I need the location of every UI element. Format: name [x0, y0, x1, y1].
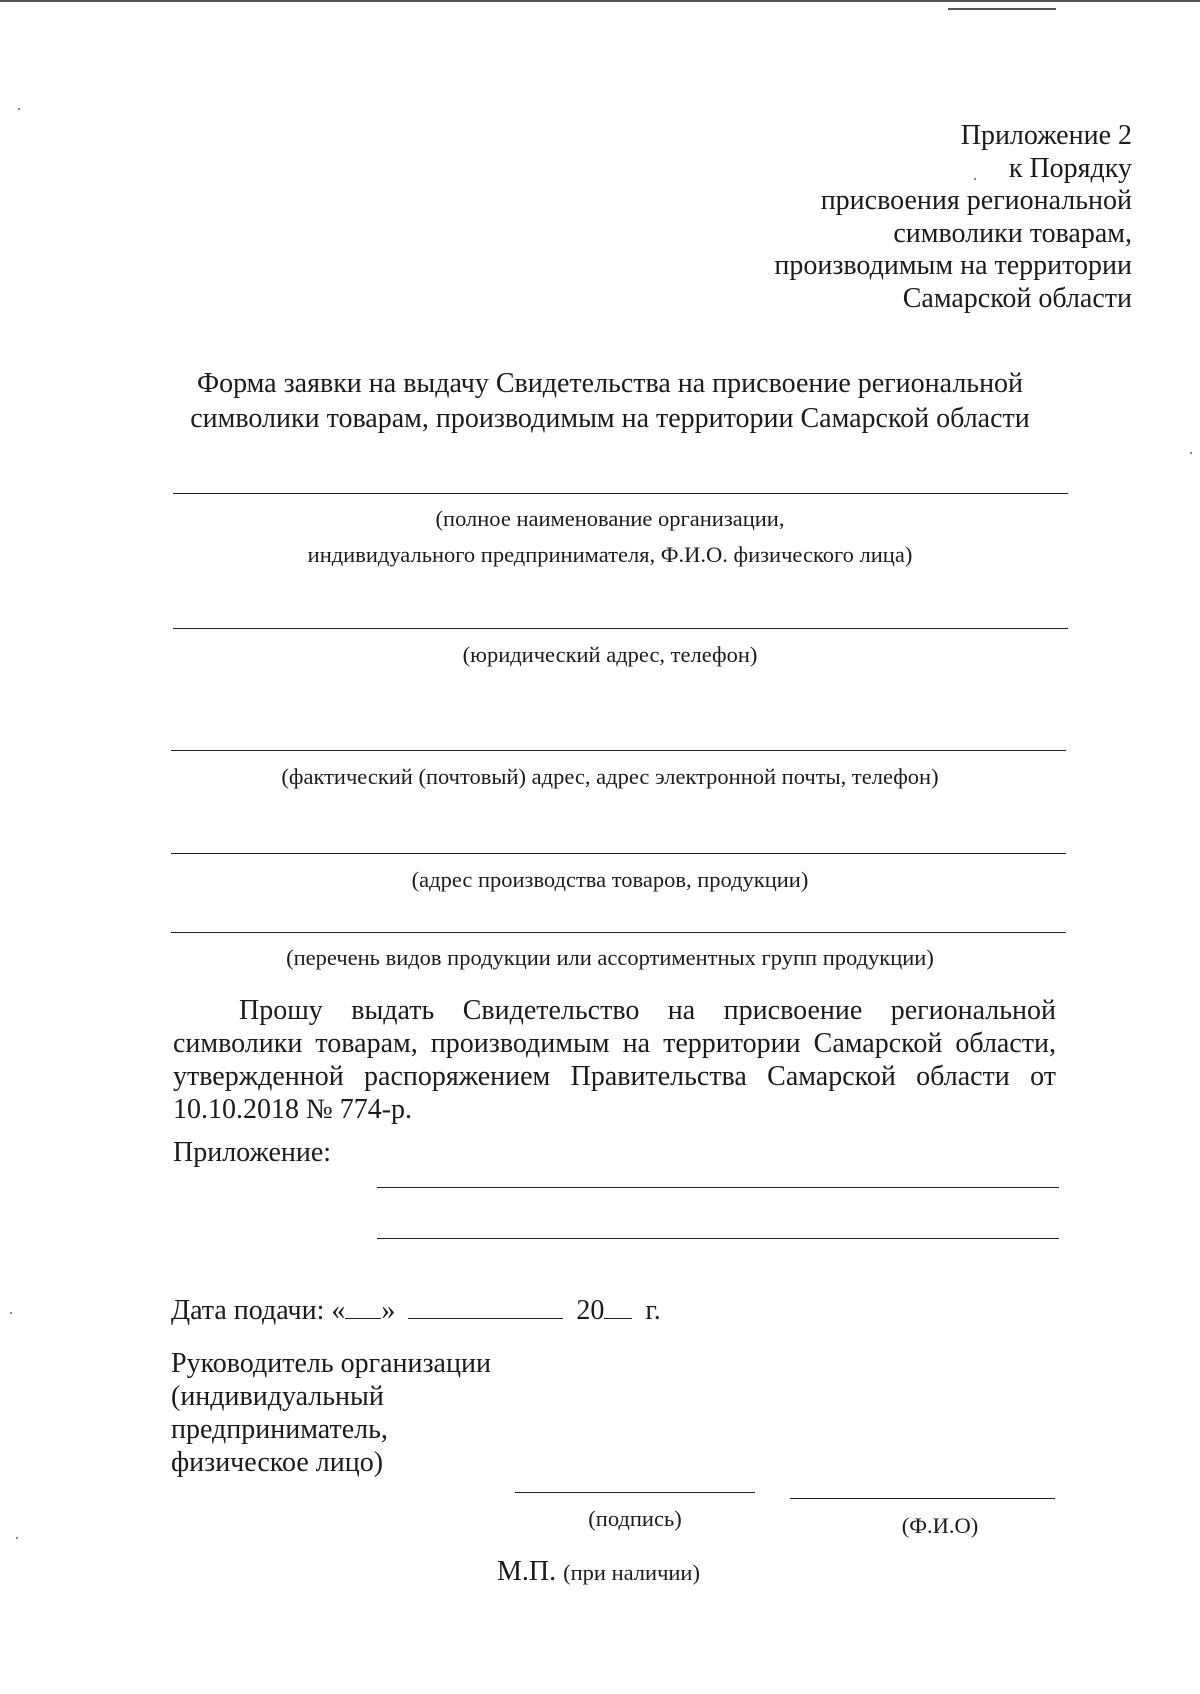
org-name-caption: индивидуального предпринимателя, Ф.И.О. физического лица): [307, 542, 913, 567]
head-line: предприниматель,: [171, 1414, 388, 1445]
scan-speck: [18, 108, 20, 110]
stamp-placeholder: [497, 1556, 700, 1589]
head-line: Руководитель организации: [171, 1348, 491, 1379]
org-name-field[interactable]: [173, 493, 1068, 494]
production-address-caption: (адрес производства товаров, продукции): [411, 867, 809, 892]
appendix-line: производимым на территории: [774, 250, 1132, 281]
product-list-field[interactable]: [171, 932, 1066, 933]
legal-address-caption: (юридический адрес, телефон): [462, 642, 758, 667]
actual-address-caption: (фактический (почтовый) адрес, адрес электронной почты, телефон): [281, 764, 939, 789]
attachment-line[interactable]: [377, 1238, 1059, 1239]
appendix-reference: [774, 120, 1132, 315]
actual-address-field[interactable]: [171, 750, 1066, 751]
product-list-caption: (перечень видов продукции или ассортиментных групп продукции): [286, 945, 934, 970]
appendix-line: к Порядку: [1008, 152, 1132, 184]
legal-address-field[interactable]: [173, 628, 1068, 629]
date-quote-close: »: [381, 1295, 396, 1326]
day-blank[interactable]: [345, 1296, 381, 1319]
org-name-caption: (полное наименование организации,: [435, 506, 785, 531]
scan-mark: [948, 2, 1056, 10]
scan-speck: [10, 1312, 12, 1314]
submission-date: [171, 1295, 661, 1327]
scan-speck: [16, 1537, 18, 1539]
year-blank[interactable]: [604, 1296, 632, 1319]
year-suffix: г.: [645, 1295, 661, 1326]
month-blank[interactable]: [408, 1296, 563, 1319]
form-title-line: символики товарам, производимым на территории Самарской области: [190, 403, 1030, 434]
appendix-line: присвоения региональной: [820, 185, 1132, 216]
production-address-field[interactable]: [171, 853, 1066, 854]
appendix-line: Самарской области: [902, 282, 1132, 314]
head-line: (индивидуальный: [171, 1381, 384, 1412]
signature-line[interactable]: [515, 1492, 755, 1493]
attachment-line[interactable]: [377, 1187, 1059, 1188]
form-title-line: Форма заявки на выдачу Свидетельства на присвоение региональной: [196, 368, 1024, 399]
appendix-line: Приложение 2: [960, 120, 1132, 151]
name-line[interactable]: [790, 1498, 1055, 1499]
head-of-organization: [171, 1347, 491, 1479]
attachment-label: Приложение:: [173, 1137, 332, 1168]
name-caption: (Ф.И.О): [901, 1513, 979, 1538]
stamp-note: (при наличии): [563, 1560, 700, 1585]
signature-caption: (подпись): [588, 1506, 682, 1531]
request-paragraph: Прошу выдать Свидетельство на присвоение региональной символики товарам, производимым на территории Самарской области, утвержденной распоряжением Правительства Самарской области от 10.10.2018 № 774-р.: [173, 995, 1056, 1125]
scan-speck: [1190, 452, 1192, 454]
stamp-label: М.П.: [497, 1556, 557, 1587]
head-line: физическое лицо): [171, 1447, 384, 1478]
date-label: Дата подачи: «: [171, 1295, 346, 1326]
year-prefix: 20: [576, 1295, 605, 1326]
appendix-line: символики товарам,: [893, 217, 1132, 249]
form-title: [150, 366, 1070, 436]
